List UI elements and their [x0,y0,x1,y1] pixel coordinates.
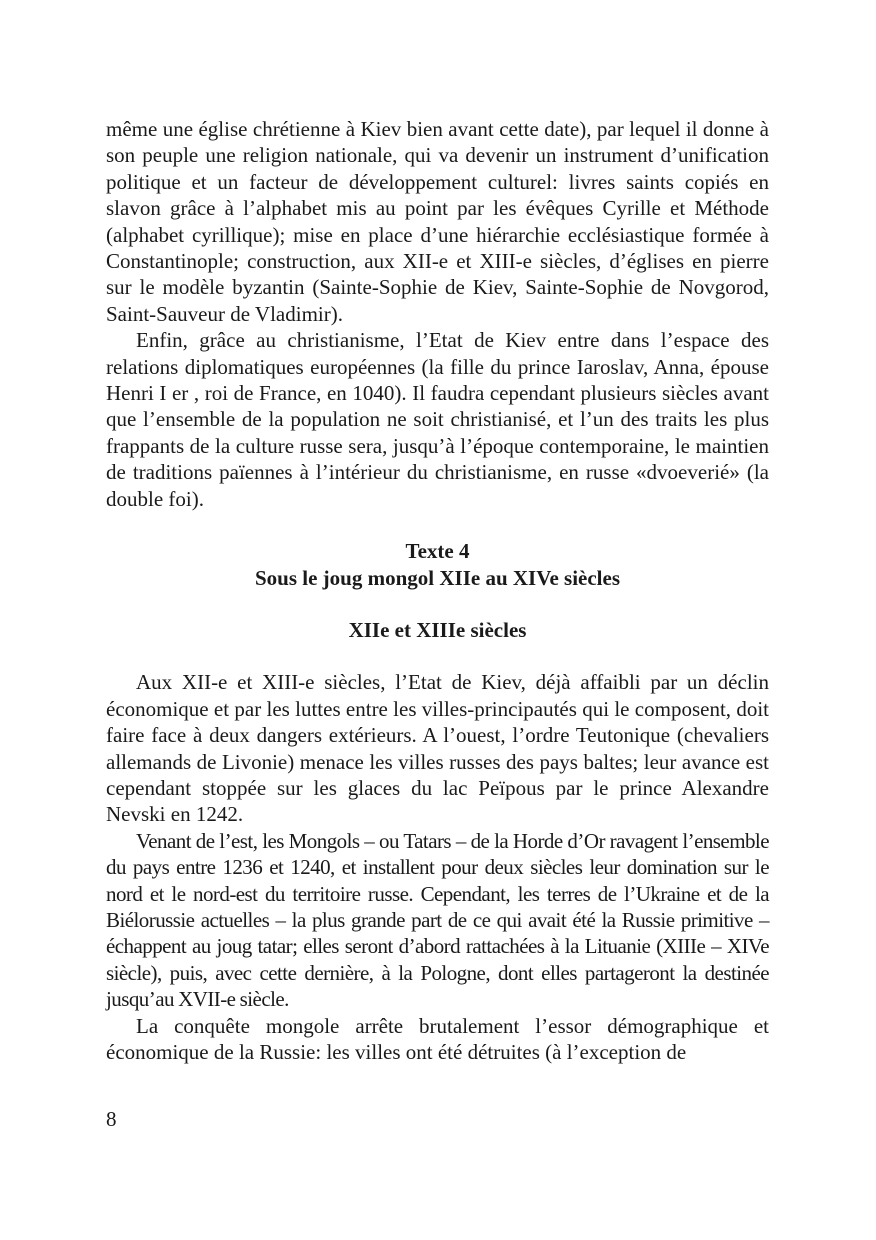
text-label: Texte 4 [405,539,470,564]
paragraph-diplomatic-relations: Enfin, grâce au christianisme, l’Etat de Kiev entre dans l’espace des relations diplomatiques européennes (la fille du prince Iaroslav, Anna, épouse Henri I er , roi de France, en 1040). Il faudra cependant plusieurs siècles avant que l’ensemble de la population ne soit christianisé, et l’un des traits les plus frappants de la culture russe sera, jusqu’à l’époque contemporaine, le maintien de traditions païennes à l’intérieur du christianisme, en russe «dvoeverié» (la double foi). [106,328,769,511]
section-subtitle: XIIe et XIIIe siècles [348,617,527,642]
paragraph-christianity-intro: même une église chrétienne à Kiev bien avant cette date), par lequel il donne à son peuple une religion nationale, qui va devenir un instrument d’unification politique et un facteur de développement culturel: livres saints copiés en slavon grâce à l’alphabet mis au point par les évêques Cyrille et Méthode (alphabet cyrillique); mise en place d’une hiérarchie ecclésiastique formée à Constantinople; construction, aux XII-e et XIII-e siècles, d’églises en pierre sur le modèle byzantin (Sainte-Sophie de Kiev, Sainte-Sophie de Novgorod, Saint-Sauveur de Vladimir). [106,117,769,326]
section-title: Sous le joug mongol XIIe au XIVe siècles [255,565,620,590]
section-heading [106,538,769,591]
paragraph-external-dangers: Aux XII-e et XIII-e siècles, l’Etat de Kiev, déjà affaibli par un déclin économique et par les luttes entre les villes-principautés qui le composent, doit faire face à deux dangers extérieurs. A l’ouest, l’ordre Teutonique (chevaliers allemands de Livonie) menace les villes russes des pays baltes; leur avance est cependant stoppée sur les glaces du lac Peïpous par le prince Alexandre Nevski en 1242. [106,670,769,827]
paragraph-mongol-conquest: La conquête mongole arrête brutalement l’essor démographique et économique de la Russie: les villes ont été détruites (à l’exception de [106,1013,769,1064]
paragraph-mongol-invasion: Venant de l’est, les Mongols – ou Tatars – de la Horde d’Or ravagent l’ensemble du pays entre 1236 et 1240, et installent pour deux siècles leur domination sur le nord et le nord-est du territoire russe. Cependant, les terres de l’Ukraine et de la Biélorussie actuelles – la plus grande part de ce qui avait été la Russie primitive – échappent au joug tatar; elles seront d’abord rattachées à la Lituanie (XIIIe – XIVe siècle), puis, avec cette dernière, à la Pologne, dont elles partageront la destinée jusqu’au XVII-e siècle. [106,828,769,1012]
page-content [106,116,769,1065]
page-number: 8 [106,1107,117,1131]
